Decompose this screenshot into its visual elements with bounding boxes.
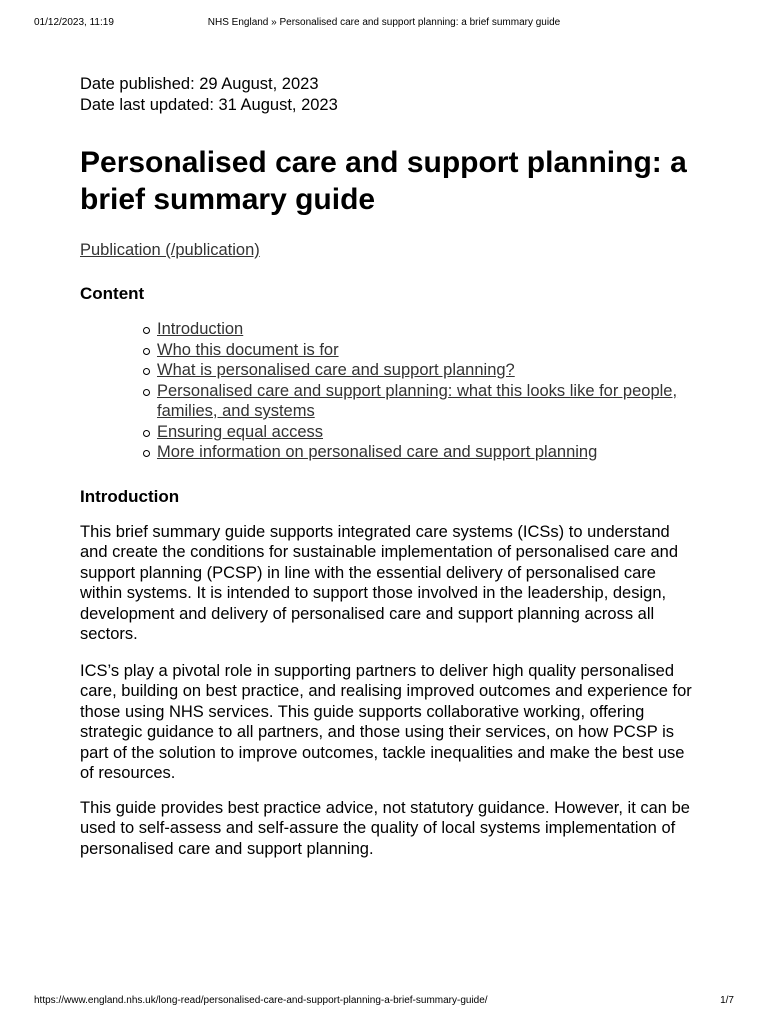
- article-content: [80, 74, 695, 859]
- toc-link-who-this-document-is-for[interactable]: Who this document is for: [157, 340, 339, 359]
- print-datetime: 01/12/2023, 11:19: [34, 17, 114, 28]
- print-footer-url: https://www.england.nhs.uk/long-read/personalised-care-and-support-planning-a-brief-summary-guide/: [34, 995, 488, 1006]
- toc-item: [157, 381, 695, 422]
- toc-link-introduction[interactable]: Introduction: [157, 320, 244, 338]
- page-number: 1/7: [720, 995, 734, 1006]
- content-heading: Content: [80, 284, 145, 303]
- print-footer: [34, 994, 734, 1008]
- toc-item: [157, 422, 695, 443]
- bullet-circle-icon: [143, 450, 150, 457]
- bullet-circle-icon: [143, 389, 150, 396]
- print-header-title: NHS England » Personalised care and support planning: a brief summary guide: [207, 17, 561, 28]
- bullet-circle-icon: [143, 348, 150, 355]
- toc-link-what-this-looks-like[interactable]: Personalised care and support planning: what this looks like for people, families, and systems: [157, 381, 678, 420]
- intro-paragraph-1: This brief summary guide supports integrated care systems (ICSs) to understand and create the conditions for sustainable implementation of personalised care and support planning (PCSP) in line with the essential delivery of personalised care within systems. It is intended to support those involved in the leadership, design, development and delivery of personalised care and support planning across all sectors.: [80, 522, 679, 643]
- intro-paragraph-2: ICS’s play a pivotal role in supporting partners to deliver high quality personalised care, building on best practice, and realising improved outcomes and experience for those using NHS services. This guide supports collaborative working, offering strategic guidance to all partners, and those using their services, on how PCSP is part of the solution to improve outcomes, tackle inequalities and make the best use of resources.: [80, 661, 692, 782]
- date-published: Date published: 29 August, 2023: [80, 75, 319, 93]
- intro-paragraph-3: This guide provides best practice advice, not statutory guidance. However, it can be used to self-assess and self-assure the quality of local systems implementation of personalised care and support planning.: [80, 798, 690, 858]
- toc-item: [157, 319, 695, 340]
- print-header: [34, 16, 734, 30]
- bullet-circle-icon: [143, 430, 150, 437]
- toc-link-what-is-pcsp[interactable]: What is personalised care and support planning?: [157, 361, 515, 379]
- toc-item: [157, 340, 695, 361]
- publication-link[interactable]: Publication (/publication): [80, 241, 260, 259]
- table-of-contents: [80, 319, 695, 463]
- bullet-circle-icon: [143, 368, 150, 375]
- toc-link-more-information[interactable]: More information on personalised care and support planning: [157, 443, 598, 461]
- page-title: Personalised care and support planning: a brief summary guide: [80, 146, 687, 216]
- date-last-updated: Date last updated: 31 August, 2023: [80, 96, 338, 114]
- bullet-circle-icon: [143, 327, 150, 334]
- toc-link-ensuring-equal-access[interactable]: Ensuring equal access: [157, 422, 324, 441]
- toc-item: [157, 360, 695, 381]
- introduction-heading: Introduction: [80, 486, 180, 506]
- toc-item: [157, 442, 695, 463]
